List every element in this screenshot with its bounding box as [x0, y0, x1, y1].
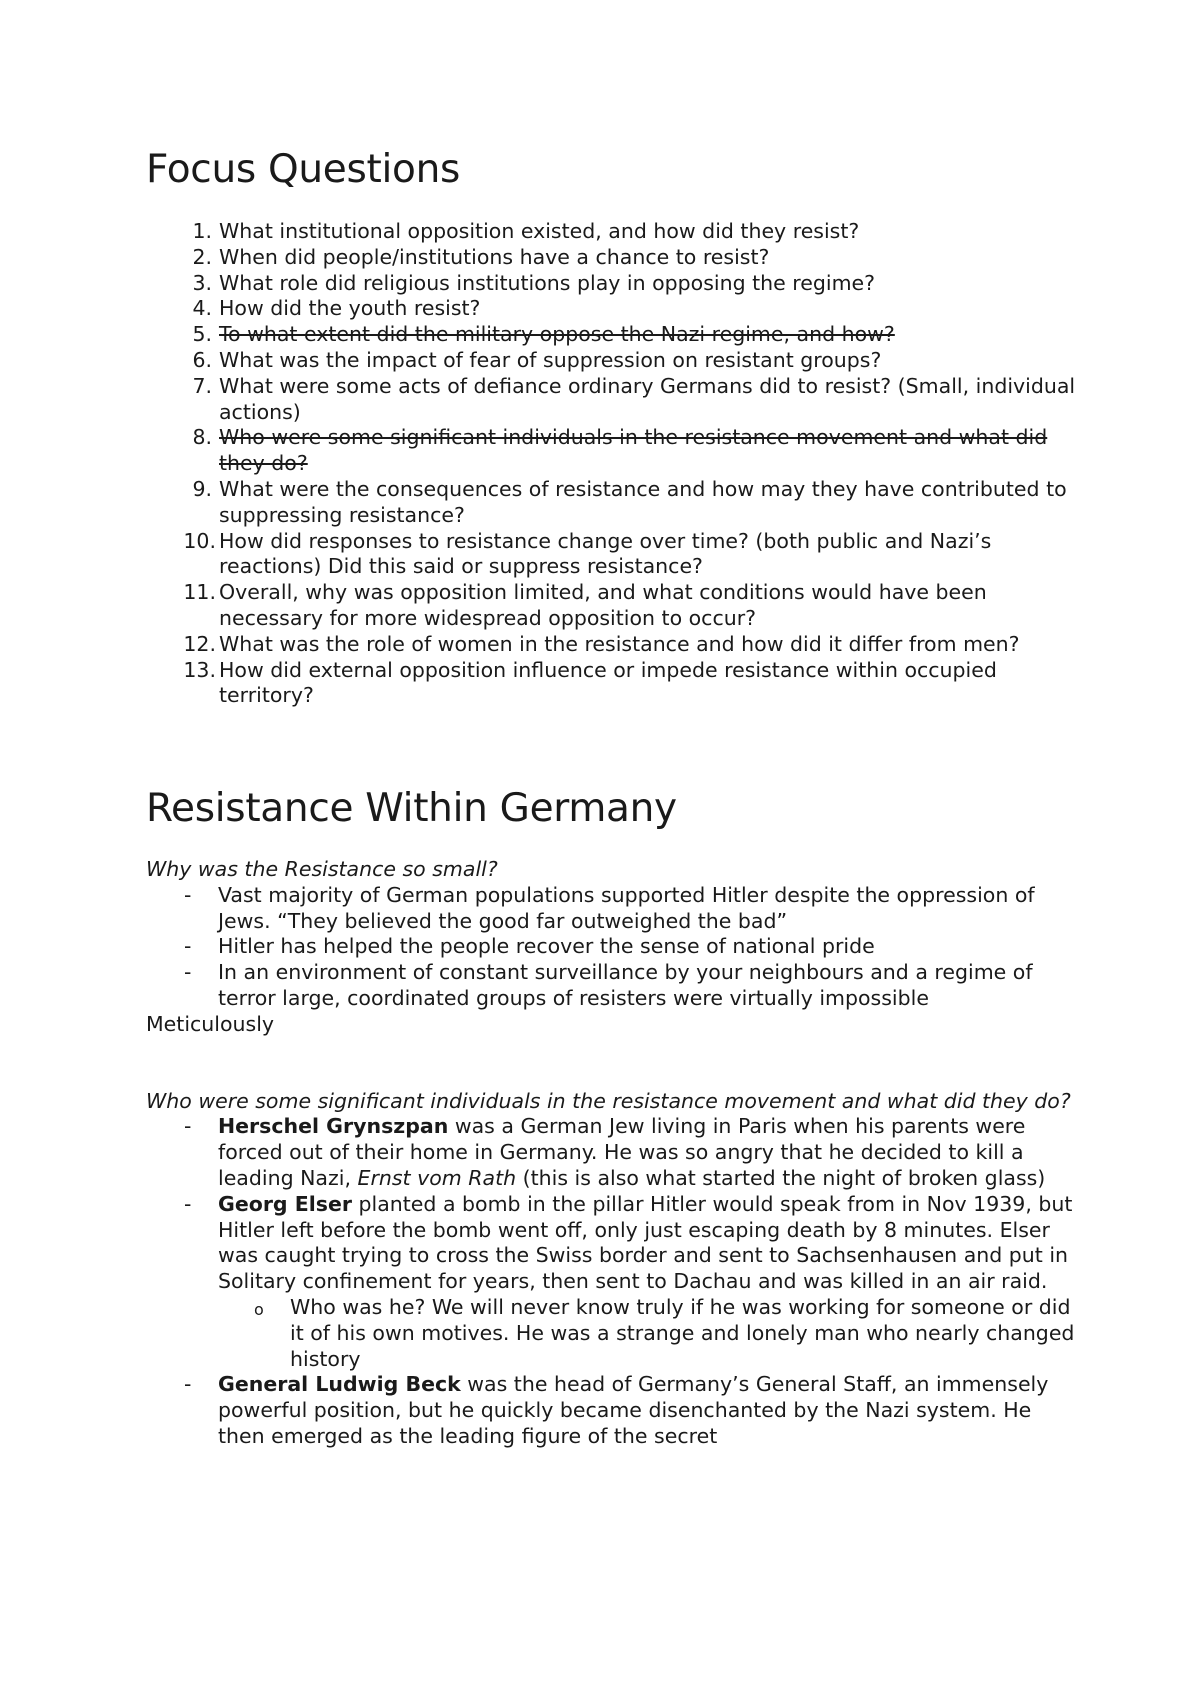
individuals-list: [146, 1114, 1076, 1449]
question-text: Overall, why was opposition limited, and what conditions would have been necessary for more widespread opposition to occur?: [219, 580, 987, 630]
focus-questions-heading: Focus Questions: [146, 147, 461, 192]
dash-bullet: -: [184, 1114, 192, 1139]
focus-question-item: [146, 477, 1076, 529]
question-number: 11.: [183, 580, 216, 605]
individual-beck: [146, 1372, 1076, 1449]
dash-bullet: -: [184, 882, 192, 907]
resistance-heading: Resistance Within Germany: [146, 786, 677, 831]
question-text: How did external opposition influence or impede resistance within occupied territory?: [219, 657, 997, 708]
why-point-text: Vast majority of German populations supported Hitler despite the oppression of Jews. “They believed the good far outweighed the bad”: [218, 882, 1035, 933]
elser-subpoint-text: Who was he? We will never know truly if he was working for someone or did it of his own motives. He was a strange and lonely man who nearly changed history: [290, 1294, 1075, 1371]
question-text: To what extent did the military oppose the Nazi regime, and how?: [219, 322, 895, 347]
why-point: [146, 883, 1076, 935]
individual-italic: Ernst vom Rath: [357, 1165, 517, 1190]
question-text: What institutional opposition existed, and how did they resist?: [219, 219, 860, 243]
spacer: [146, 1038, 1076, 1089]
question-number: 4.: [192, 296, 212, 321]
focus-question-item: [146, 658, 1076, 710]
question-number: 2.: [192, 244, 212, 269]
focus-question-item: [146, 348, 1076, 374]
question-text: What role did religious institutions play in opposing the regime?: [219, 270, 876, 295]
why-point: [146, 960, 1076, 1012]
question-number: 7.: [192, 373, 212, 398]
individual-name: Georg Elser: [218, 1191, 352, 1216]
focus-question-item: [146, 219, 1076, 245]
question-number: 13.: [183, 657, 216, 682]
elser-sublist: [218, 1295, 1076, 1372]
individual-text: (this is also what started the night of broken glass): [516, 1165, 1046, 1190]
question-number: 9.: [192, 476, 212, 501]
question-number: 5.: [192, 322, 212, 347]
question-number: 10.: [183, 528, 216, 553]
individual-grynszpan: [146, 1114, 1076, 1191]
resistance-section: [146, 857, 1076, 1450]
focus-question-item: [146, 580, 1076, 632]
dash-bullet: -: [184, 934, 192, 959]
focus-question-item: [146, 271, 1076, 297]
focus-question-item: [146, 529, 1076, 581]
who-question: Who were some significant individuals in the resistance movement and what did they do?: [146, 1088, 1071, 1113]
why-small-points: [146, 883, 1076, 1012]
question-text: How did the youth resist?: [219, 296, 481, 321]
focus-question-item: [146, 322, 1076, 348]
individual-name: Herschel Grynszpan: [218, 1114, 449, 1139]
dash-bullet: -: [184, 960, 192, 985]
individual-text: planted a bomb in the pillar Hitler would speak from in Nov 1939, but Hitler left before the bomb went off, only just escaping death by 8 minutes. Elser was caught trying to cross the Swiss border and sent to Sachsenhausen and put in Solitary confinement for years, then sent to Dachau and was killed in an air raid.: [218, 1191, 1073, 1294]
question-text: What were the consequences of resistance and how may they have contributed to suppressing resistance?: [219, 476, 1067, 527]
why-point-text: In an environment of constant surveillance by your neighbours and a regime of terror large, coordinated groups of resisters were virtually impossible: [218, 960, 1033, 1010]
dash-bullet: -: [184, 1372, 192, 1397]
focus-question-item: [146, 374, 1076, 426]
circle-bullet: o: [254, 1299, 264, 1319]
individual-elser: [146, 1192, 1076, 1373]
question-number: 12.: [183, 631, 216, 656]
question-text: When did people/institutions have a chance to resist?: [219, 244, 770, 269]
question-number: 3.: [192, 270, 212, 295]
why-small-question: Why was the Resistance so small?: [146, 857, 498, 881]
dash-bullet: -: [184, 1191, 192, 1216]
individual-name: General Ludwig Beck: [218, 1372, 461, 1397]
question-number: 1.: [192, 219, 212, 243]
question-text: What was the impact of fear of suppression on resistant groups?: [219, 347, 882, 372]
question-number: 8.: [192, 425, 212, 450]
question-text: How did responses to resistance change over time? (both public and Nazi’s reactions) Did this said or suppress resistance?: [219, 528, 992, 579]
elser-subpoint: [218, 1295, 1076, 1372]
question-text: What was the role of women in the resistance and how did it differ from men?: [219, 631, 1020, 656]
question-text: What were some acts of defiance ordinary Germans did to resist? (Small, individual actions): [219, 373, 1076, 424]
why-point-text: Hitler has helped the people recover the sense of national pride: [218, 934, 875, 959]
focus-questions-list: [146, 219, 1076, 709]
trailing-word: Meticulously: [146, 1011, 275, 1036]
individual-text: was the head of Germany’s General Staff, an immensely powerful position, but he quickly became disenchanted by the Nazi system. He then emerged as the leading figure of the secret: [218, 1372, 1049, 1448]
focus-question-item: [146, 245, 1076, 271]
focus-question-item: [146, 296, 1076, 322]
focus-question-item: [146, 632, 1076, 658]
question-text: Who were some significant individuals in the resistance movement and what did they do?: [219, 425, 1048, 476]
individual-text: was a German Jew living in Paris when his parents were forced out of their home in Germany. He was so angry that he decided to kill a leading Nazi,: [218, 1114, 1026, 1190]
question-number: 6.: [192, 347, 212, 372]
why-point: [146, 934, 1076, 960]
focus-question-item: [146, 425, 1076, 477]
